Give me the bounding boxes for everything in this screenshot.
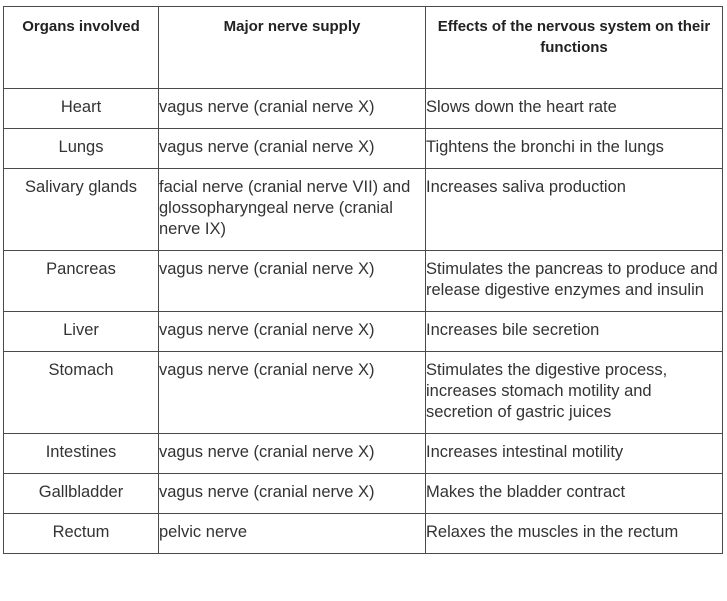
effect-cell: Slows down the heart rate	[426, 89, 723, 129]
header-effects: Effects of the nervous system on their functions	[426, 7, 723, 89]
organ-cell: Intestines	[4, 434, 159, 474]
table-row	[4, 352, 723, 434]
nerve-cell: vagus nerve (cranial nerve X)	[159, 352, 426, 434]
table-row	[4, 312, 723, 352]
nerve-cell: pelvic nerve	[159, 514, 426, 554]
table-row	[4, 89, 723, 129]
organ-cell: Rectum	[4, 514, 159, 554]
effect-cell: Increases bile secretion	[426, 312, 723, 352]
organ-cell: Stomach	[4, 352, 159, 434]
effect-cell: Relaxes the muscles in the rectum	[426, 514, 723, 554]
effect-cell: Tightens the bronchi in the lungs	[426, 129, 723, 169]
nerve-cell: vagus nerve (cranial nerve X)	[159, 89, 426, 129]
table-row	[4, 129, 723, 169]
organ-cell: Liver	[4, 312, 159, 352]
effect-cell: Stimulates the pancreas to produce and release digestive enzymes and insulin	[426, 251, 723, 312]
table-row	[4, 514, 723, 554]
table-row	[4, 169, 723, 251]
header-major-nerve-supply: Major nerve supply	[159, 7, 426, 89]
nerve-supply-table	[3, 6, 723, 554]
table-row	[4, 474, 723, 514]
effect-cell: Increases intestinal motility	[426, 434, 723, 474]
effect-cell: Increases saliva production	[426, 169, 723, 251]
header-organs-involved: Organs involved	[4, 7, 159, 89]
organ-cell: Gallbladder	[4, 474, 159, 514]
table-row	[4, 434, 723, 474]
table-header-row	[4, 7, 723, 89]
nerve-cell: vagus nerve (cranial nerve X)	[159, 312, 426, 352]
organ-cell: Pancreas	[4, 251, 159, 312]
organ-cell: Lungs	[4, 129, 159, 169]
effect-cell: Makes the bladder contract	[426, 474, 723, 514]
table-row	[4, 251, 723, 312]
nerve-cell: facial nerve (cranial nerve VII) and glossopharyngeal nerve (cranial nerve IX)	[159, 169, 426, 251]
nerve-cell: vagus nerve (cranial nerve X)	[159, 434, 426, 474]
effect-cell: Stimulates the digestive process, increases stomach motility and secretion of gastric juices	[426, 352, 723, 434]
nerve-cell: vagus nerve (cranial nerve X)	[159, 474, 426, 514]
nerve-cell: vagus nerve (cranial nerve X)	[159, 129, 426, 169]
organ-cell: Salivary glands	[4, 169, 159, 251]
nerve-cell: vagus nerve (cranial nerve X)	[159, 251, 426, 312]
organ-cell: Heart	[4, 89, 159, 129]
